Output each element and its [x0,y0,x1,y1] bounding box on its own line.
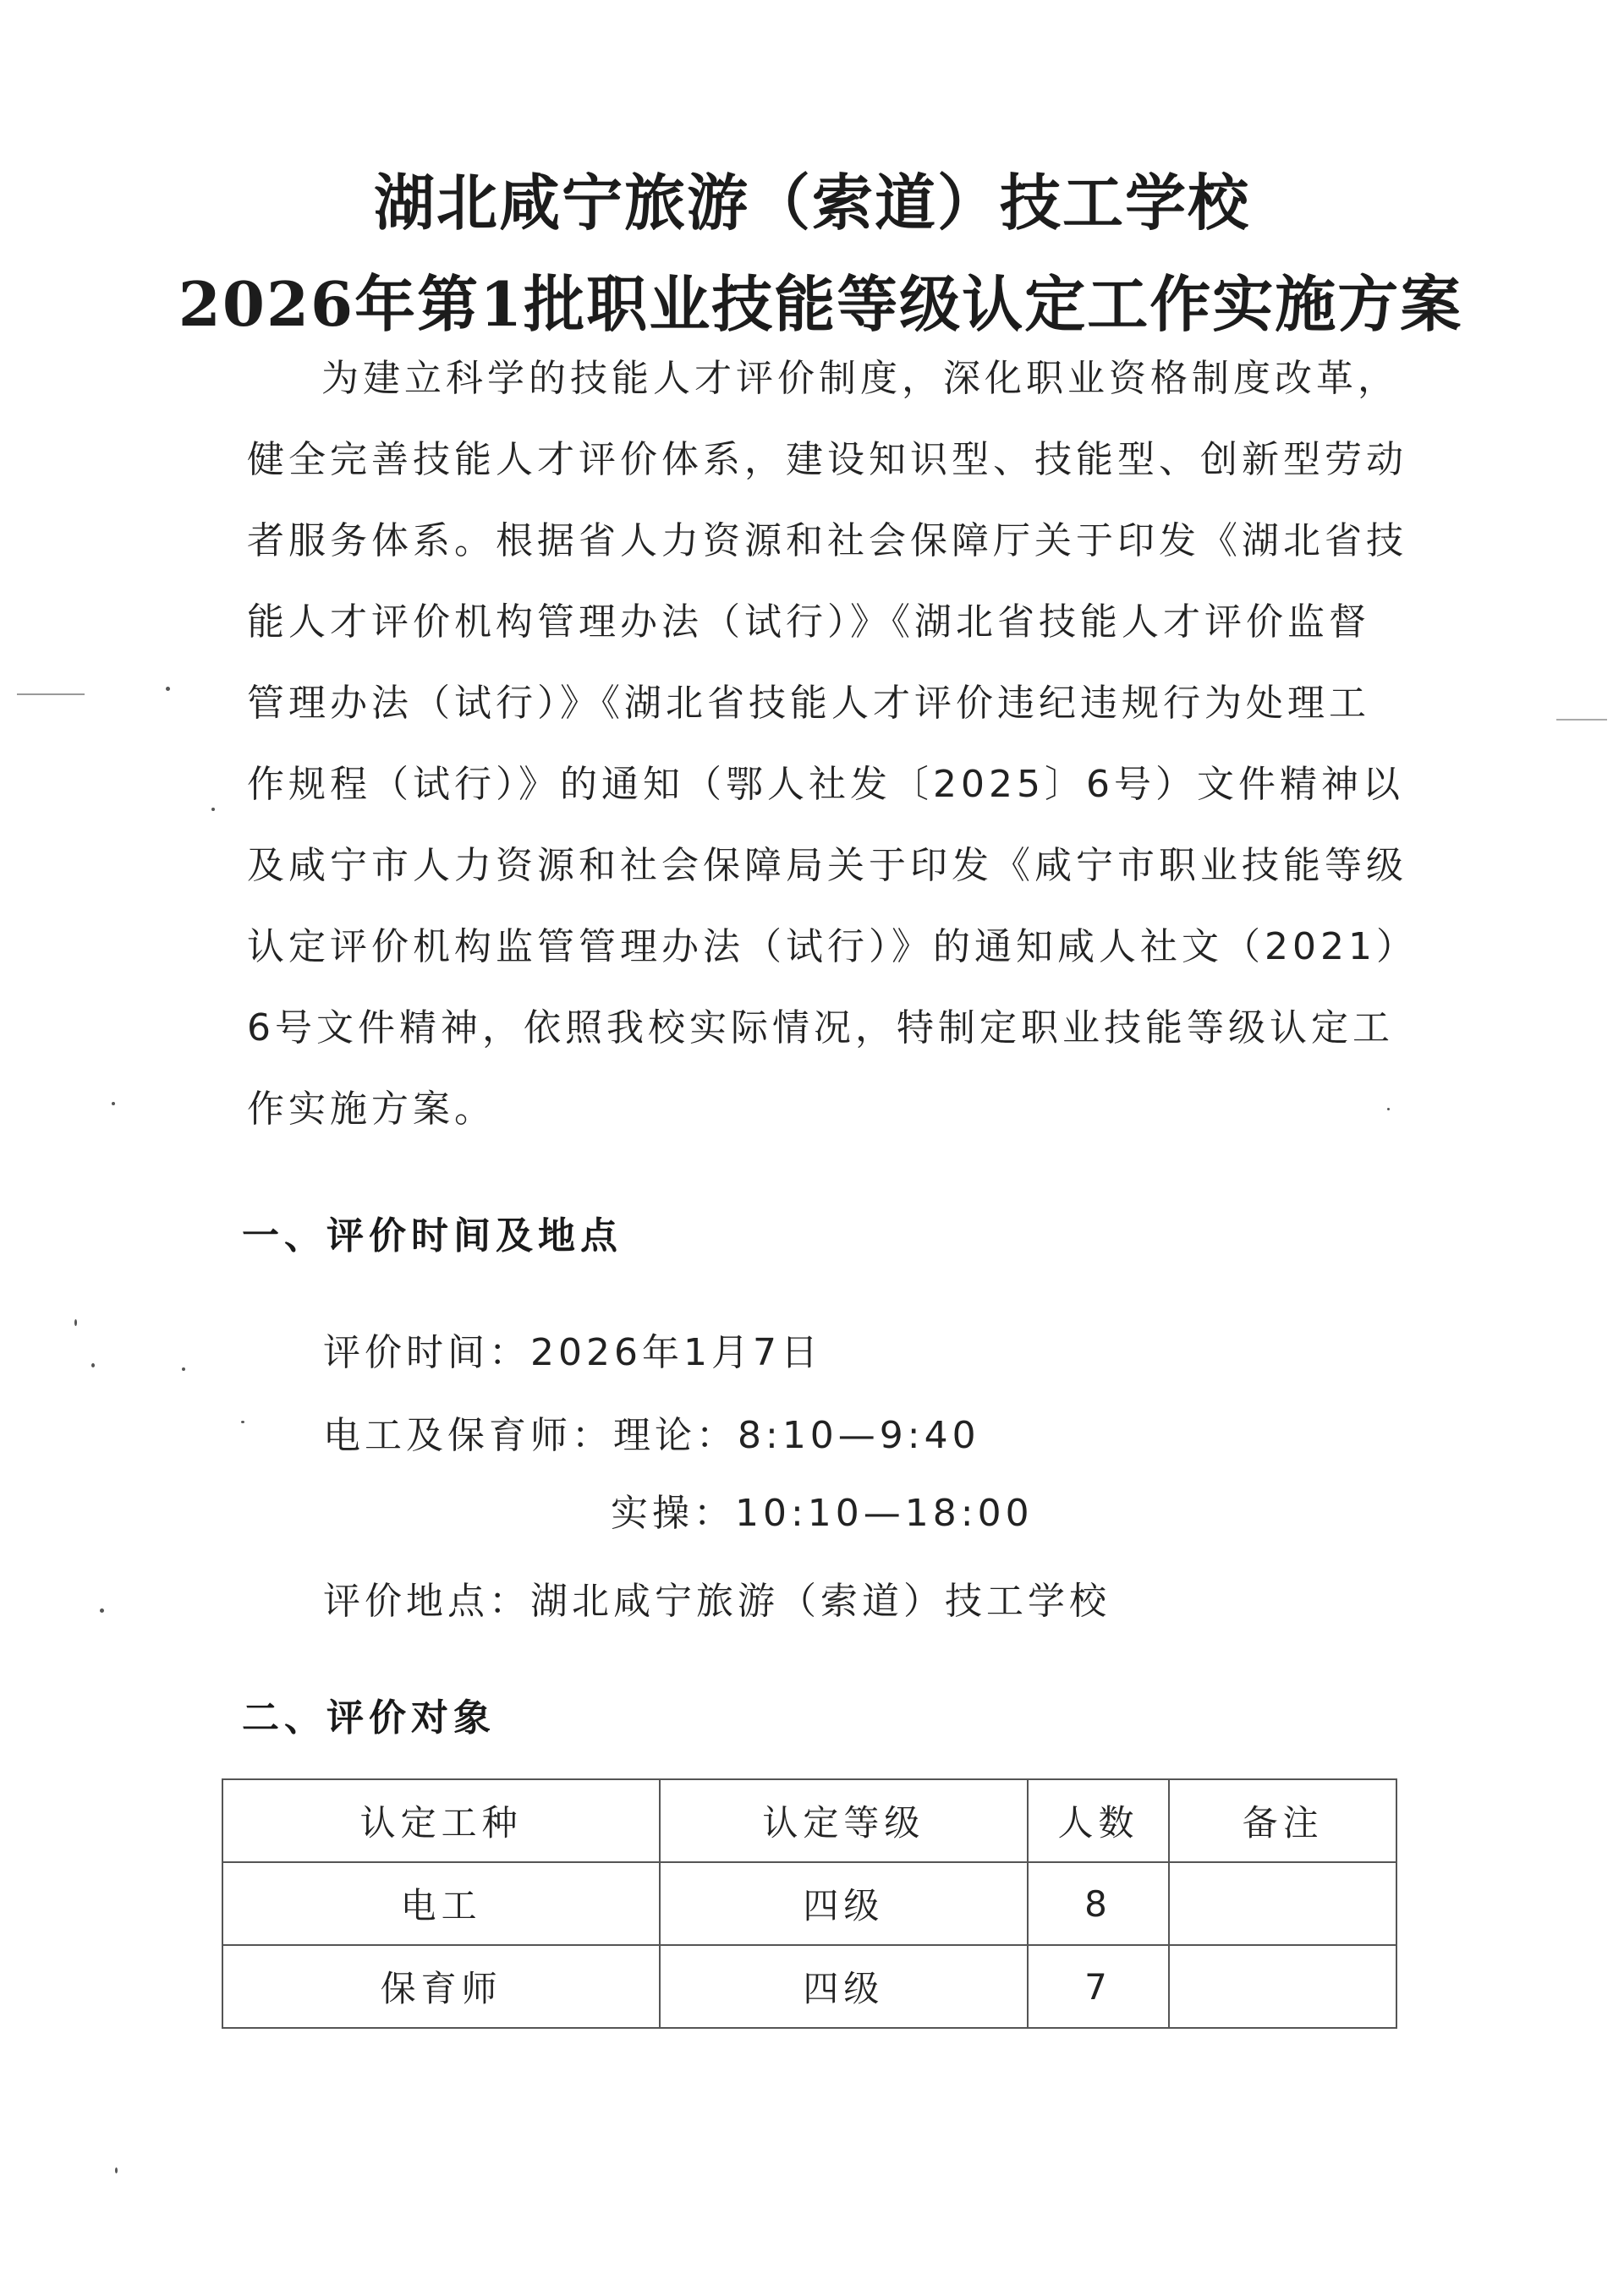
evaluation-targets-table [222,1778,1397,2029]
cell-remarks [1169,1862,1396,1945]
cell-remarks [1169,1945,1396,2028]
evaluation-location: 评价地点：湖北咸宁旅游（索道）技工学校 [323,1580,1111,1623]
intro-line: 作实施方案。 [247,1088,496,1131]
theory-session: 电工及保育师：理论：8:10—9:40 [323,1414,980,1457]
table-row [222,1945,1396,2028]
intro-line: 认定评价机构监管管理办法（试行）》的通知咸人社文（2021） [247,925,1418,968]
scan-smudge [17,693,85,695]
section-heading-time-location: 一、评价时间及地点 [242,1214,623,1258]
table-row [222,1862,1396,1945]
scan-speck [115,2167,118,2173]
scan-speck [112,1102,115,1105]
intro-line: 健全完善技能人才评价体系，建设知识型、技能型、创新型劳动 [247,438,1407,481]
column-header-trade: 认定工种 [222,1779,660,1862]
scan-speck [182,1367,185,1371]
scan-speck [1387,1108,1390,1110]
document-title-line2: 2026年第1批职业技能等级认定工作实施方案 [178,268,1463,340]
intro-line: 作规程（试行）》的通知（鄂人社发〔2025〕6号）文件精神以 [247,763,1404,806]
intro-line: 及咸宁市人力资源和社会保障局关于印发《咸宁市职业技能等级 [247,844,1407,887]
scan-speck [100,1608,104,1613]
cell-count: 8 [1028,1862,1170,1945]
intro-line: 管理办法（试行）》《湖北省技能人才评价违纪违规行为处理工 [247,682,1370,725]
evaluation-time: 评价时间：2026年1月7日 [323,1331,822,1374]
scan-speck [91,1363,95,1367]
cell-trade: 电工 [222,1862,660,1945]
column-header-level: 认定等级 [660,1779,1027,1862]
table-header-row [222,1779,1396,1862]
intro-line: 为建立科学的技能人才评价制度，深化职业资格制度改革， [321,357,1399,400]
intro-line: 6号文件精神，依照我校实际情况，特制定职业技能等级认定工 [247,1006,1394,1049]
cell-level: 四级 [660,1945,1027,2028]
intro-line: 能人才评价机构管理办法（试行）》《湖北省技能人才评价监督 [247,600,1370,644]
section-heading-targets: 二、评价对象 [242,1696,496,1740]
scan-smudge [1556,719,1607,721]
cell-trade: 保育师 [222,1945,660,2028]
intro-line: 者服务体系。根据省人力资源和社会保障厅关于印发《湖北省技 [247,519,1407,562]
scan-speck [241,1421,244,1423]
cell-count: 7 [1028,1945,1170,2028]
scan-speck [74,1319,77,1326]
practice-session: 实操：10:10—18:00 [611,1492,1034,1535]
scan-speck [211,808,215,811]
column-header-count: 人数 [1028,1779,1170,1862]
cell-level: 四级 [660,1862,1027,1945]
document-title-line1: 湖北咸宁旅游（索道）技工学校 [373,167,1250,238]
scan-speck [166,687,170,691]
column-header-remarks: 备注 [1169,1779,1396,1862]
